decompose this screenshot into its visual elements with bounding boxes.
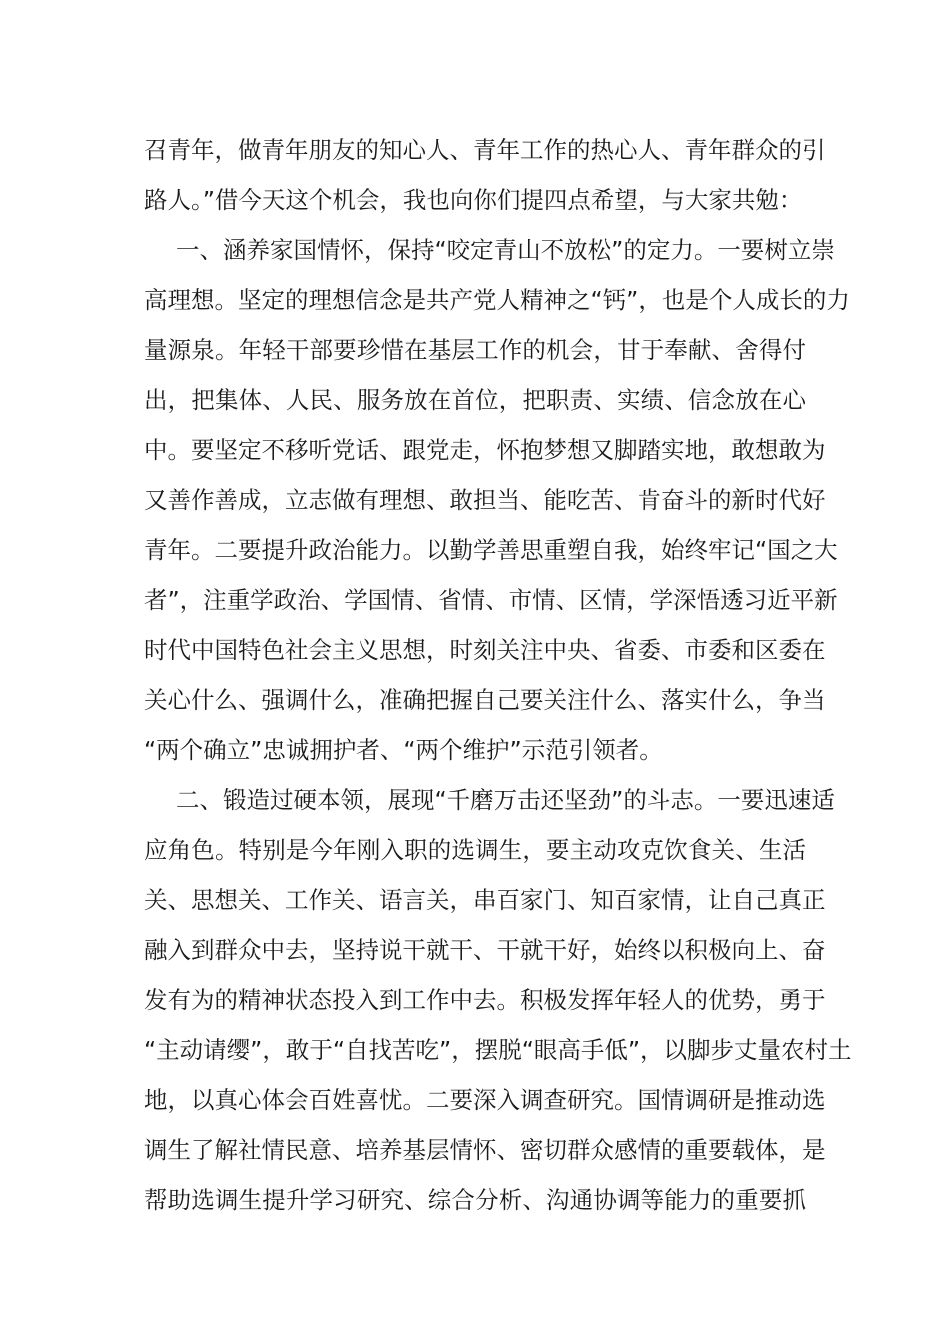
text-line: 帮助选调生提升学习研究、综合分析、沟通协调等能力的重要抓 — [144, 1186, 806, 1214]
text-line: 融入到群众中去，坚持说干就干、干就干好，始终以积极向上、奋 — [144, 936, 826, 964]
text-line: 应角色。特别是今年刚入职的选调生，要主动攻克饮食关、生活 — [144, 836, 806, 864]
text-line: 青年。二要提升政治能力。以勤学善思重塑自我，始终牢记“国之大 — [144, 536, 838, 564]
paragraph-start-line: 二、锻造过硬本领，展现“千磨万击还坚劲”的斗志。一要迅速适 — [176, 786, 835, 814]
text-line: 发有为的精神状态投入到工作中去。积极发挥年轻人的优势，勇于 — [144, 986, 826, 1014]
text-line: 者”，注重学政治、学国情、省情、市情、区情，学深悟透习近平新 — [144, 586, 838, 614]
text-line: 调生了解社情民意、培养基层情怀、密切群众感情的重要载体，是 — [144, 1136, 826, 1164]
text-line: “主动请缨”，敢于“自找苦吃”，摆脱“眼高手低”，以脚步丈量农村土 — [144, 1036, 852, 1064]
text-line: 关心什么、强调什么，准确把握自己要关注什么、落实什么，争当 — [144, 686, 826, 714]
text-line: 高理想。坚定的理想信念是共产党人精神之“钙”，也是个人成长的力 — [144, 286, 850, 314]
text-line: 时代中国特色社会主义思想，时刻关注中央、省委、市委和区委在 — [144, 636, 826, 664]
text-line: 路人。”借今天这个机会，我也向你们提四点希望，与大家共勉： — [144, 186, 803, 214]
paragraph-start-line: 一、涵养家国情怀，保持“咬定青山不放松”的定力。一要树立崇 — [176, 236, 835, 264]
text-line: 召青年，做青年朋友的知心人、青年工作的热心人、青年群众的引 — [144, 136, 826, 164]
text-line: 量源泉。年轻干部要珍惜在基层工作的机会，甘于奉献、舍得付 — [144, 336, 806, 364]
text-line: 出，把集体、人民、服务放在首位，把职责、实绩、信念放在心 — [144, 386, 806, 414]
text-line: 中。要坚定不移听党话、跟党走，怀抱梦想又脚踏实地，敢想敢为 — [144, 436, 826, 464]
text-line: 地，以真心体会百姓喜忧。二要深入调查研究。国情调研是推动选 — [144, 1086, 826, 1114]
text-line: 又善作善成，立志做有理想、敢担当、能吃苦、肯奋斗的新时代好 — [144, 486, 826, 514]
paragraph-end-line: “两个确立”忠诚拥护者、“两个维护”示范引领者。 — [144, 736, 663, 764]
text-line: 关、思想关、工作关、语言关，串百家门、知百家情，让自己真正 — [144, 886, 826, 914]
